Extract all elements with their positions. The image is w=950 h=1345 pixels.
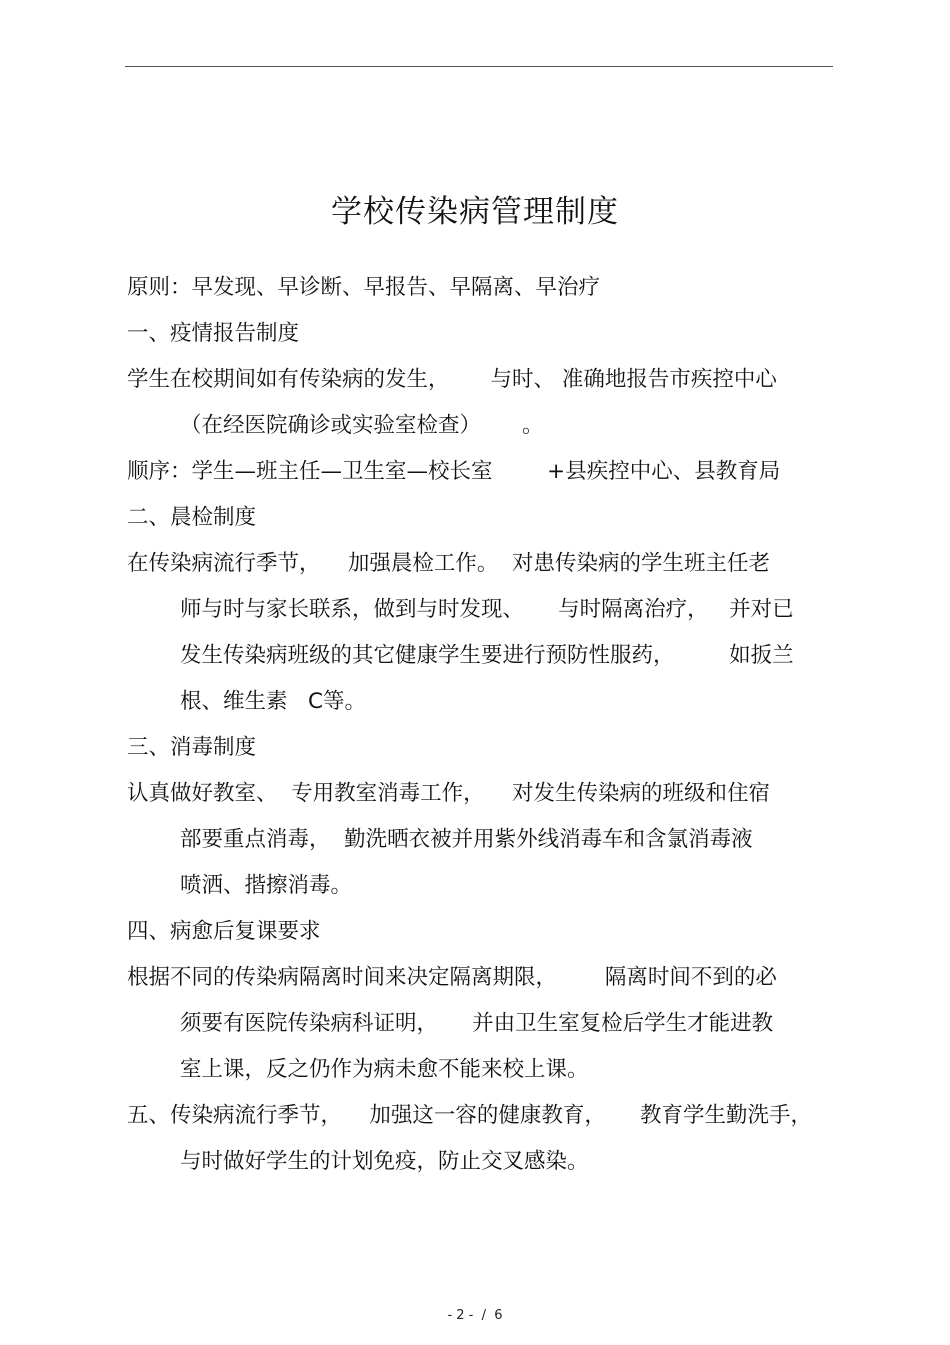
paragraph-line: 学生在校期间如有传染病的发生， 与时、 准确地报告市疾控中心 — [127, 367, 777, 392]
paragraph-line: 师与时与家长联系，做到与时发现、 与时隔离治疗， 并对已 — [180, 597, 794, 622]
section-heading-2: 二、晨检制度 — [127, 505, 257, 530]
page-number: - 2 - / 6 — [447, 1308, 503, 1323]
paragraph-line: 喷洒、揩擦消毒。 — [180, 873, 353, 898]
paragraph-line: 发生传染病班级的其它健康学生要进行预防性服药， 如扳兰 — [180, 643, 794, 668]
paragraph-line: 根据不同的传染病隔离时间来决定隔离期限， 隔离时间不到的必 — [127, 965, 777, 990]
paragraph-line: 顺序：学生—班主任—卫生室—校长室 +县疾控中心、县教育局 — [127, 459, 781, 484]
header-rule — [125, 66, 833, 67]
paragraph-line: 室上课，反之仍作为病未愈不能来校上课。 — [180, 1057, 589, 1082]
paragraph-line: 与时做好学生的计划免疫，防止交叉感染。 — [180, 1149, 589, 1174]
paragraph-line: 根、维生素 C等。 — [180, 689, 367, 714]
section-heading-4: 四、病愈后复课要求 — [127, 919, 321, 944]
paragraph-line: （在经医院确诊或实验室检查） 。 — [180, 413, 544, 438]
paragraph-line: 认真做好教室、 专用教室消毒工作， 对发生传染病的班级和住宿 — [127, 781, 771, 806]
principle-line: 原则：早发现、早诊断、早报告、早隔离、早治疗 — [127, 275, 601, 300]
paragraph-line: 部要重点消毒， 勤洗晒衣被并用紫外线消毒车和含氯消毒液 — [180, 827, 753, 852]
section-heading-5: 五、传染病流行季节， 加强这一容的健康教育， 教育学生勤洗手， — [127, 1103, 813, 1128]
section-heading-1: 一、疫情报告制度 — [127, 321, 300, 346]
section-heading-3: 三、消毒制度 — [127, 735, 257, 760]
document-title: 学校传染病管理制度 — [331, 194, 619, 230]
paragraph-line: 须要有医院传染病科证明， 并由卫生室复检后学生才能进教 — [180, 1011, 774, 1036]
paragraph-line: 在传染病流行季节， 加强晨检工作。 对患传染病的学生班主任老 — [127, 551, 771, 576]
